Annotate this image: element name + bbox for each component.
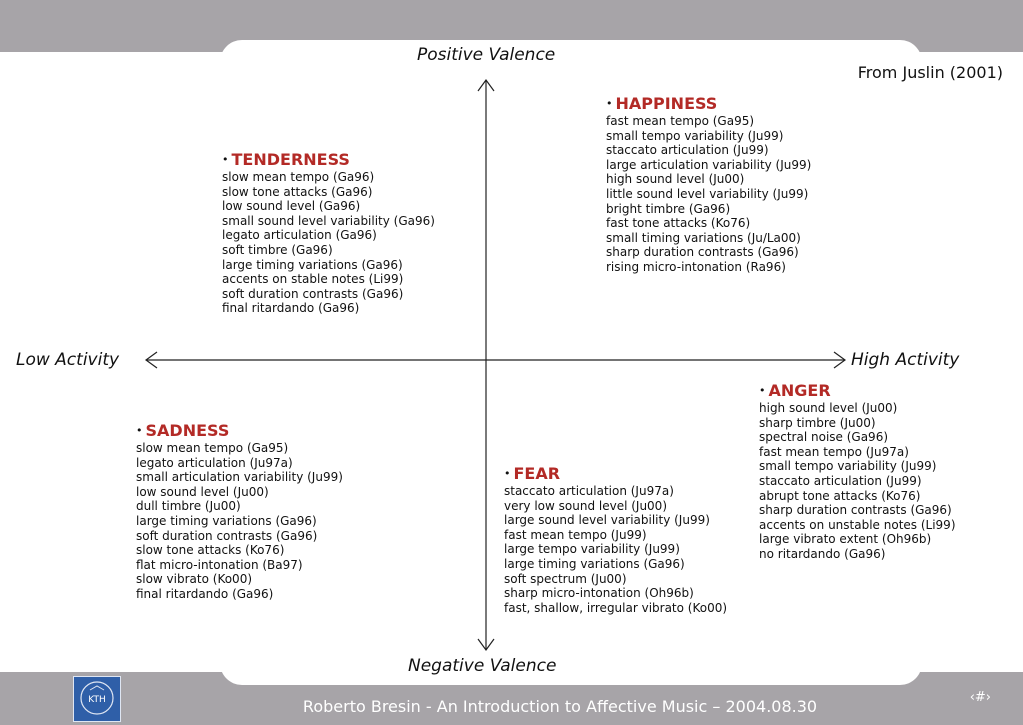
emotion-heading	[222, 150, 435, 170]
cue-item: fast, shallow, irregular vibrato (Ko00)	[504, 600, 728, 615]
cue-item: legato articulation (Ga96)	[222, 228, 377, 243]
emotion-name: HAPPINESS	[615, 94, 718, 113]
emotion-happiness	[606, 94, 811, 275]
cue-item: large articulation variability (Ju99)	[606, 157, 812, 172]
emotion-sadness	[136, 421, 343, 602]
bullet-icon: •	[222, 153, 229, 166]
axis-label-negative-valence: Negative Valence	[408, 656, 557, 676]
cue-item: large timing variations (Ga96)	[222, 257, 403, 272]
bullet-icon: •	[504, 467, 511, 480]
bullet-icon: •	[136, 424, 143, 437]
cue-item: staccato articulation (Ju99)	[759, 473, 922, 488]
bullet-icon: •	[759, 384, 766, 397]
emotion-heading	[504, 464, 727, 484]
cue-item: large sound level variability (Ju99)	[504, 513, 710, 528]
cue-item: sharp micro-intonation (Oh96b)	[504, 586, 694, 601]
emotion-name: SADNESS	[145, 421, 230, 440]
cue-item: dull timbre (Ju00)	[136, 499, 241, 514]
cue-item: soft timbre (Ga96)	[222, 242, 333, 257]
cue-item: fast mean tempo (Ju97a)	[759, 444, 909, 459]
emotion-name: TENDERNESS	[231, 150, 350, 169]
emotion-name: ANGER	[768, 381, 831, 400]
cue-item: legato articulation (Ju97a)	[136, 455, 293, 470]
cue-item: fast tone attacks (Ko76)	[606, 216, 751, 231]
page-number: ‹#›	[969, 690, 991, 705]
cue-item: small tempo variability (Ju99)	[759, 459, 937, 474]
cue-item: staccato articulation (Ju99)	[606, 143, 769, 158]
cue-item: high sound level (Ju00)	[759, 401, 898, 415]
cue-item: soft duration contrasts (Ga96)	[222, 286, 404, 301]
cue-item: sharp timbre (Ju00)	[759, 415, 876, 430]
cue-item: abrupt tone attacks (Ko76)	[759, 488, 921, 503]
footer-title: Roberto Bresin - An Introduction to Affective Music – 2004.08.30	[302, 697, 818, 716]
cue-item: small sound level variability (Ga96)	[222, 213, 435, 228]
cue-item: sharp duration contrasts (Ga96)	[759, 503, 952, 518]
cue-item: large tempo variability (Ju99)	[504, 542, 680, 557]
cue-item: low sound level (Ju00)	[136, 484, 269, 499]
cue-item: slow vibrato (Ko00)	[136, 572, 253, 587]
cue-item: low sound level (Ga96)	[222, 199, 361, 214]
cue-item: fast mean tempo (Ga95)	[606, 114, 755, 128]
cue-item: slow mean tempo (Ga95)	[136, 441, 289, 455]
cue-item: large timing variations (Ga96)	[504, 556, 685, 571]
emotion-heading	[136, 421, 343, 441]
cue-item: small tempo variability (Ju99)	[606, 128, 784, 143]
source-citation: From Juslin (2001)	[857, 63, 1003, 82]
cue-item: final ritardando (Ga96)	[222, 301, 360, 316]
cue-item: little sound level variability (Ju99)	[606, 186, 809, 201]
cue-list	[136, 441, 343, 602]
cue-item: large vibrato extent (Oh96b)	[759, 532, 932, 547]
cue-item: soft spectrum (Ju00)	[504, 571, 627, 586]
cue-list	[759, 401, 956, 562]
cue-list	[222, 170, 435, 316]
cue-item: small articulation variability (Ju99)	[136, 470, 343, 485]
emotion-heading	[606, 94, 811, 114]
cue-item: final ritardando (Ga96)	[136, 586, 274, 601]
emotion-name: FEAR	[513, 464, 561, 483]
cue-item: high sound level (Ju00)	[606, 172, 745, 187]
bullet-icon: •	[606, 97, 613, 110]
cue-item: soft duration contrasts (Ga96)	[136, 528, 318, 543]
cue-item: slow tone attacks (Ko76)	[136, 543, 285, 558]
cue-item: rising micro-intonation (Ra96)	[606, 259, 786, 274]
logo-text: KTH	[88, 695, 106, 705]
emotion-fear	[504, 464, 727, 615]
cue-item: accents on stable notes (Li99)	[222, 272, 404, 287]
cue-list	[606, 114, 811, 275]
cue-item: small timing variations (Ju/La00)	[606, 230, 801, 245]
cue-item: staccato articulation (Ju97a)	[504, 484, 674, 498]
axis-label-high-activity: High Activity	[851, 350, 960, 370]
emotion-tenderness	[222, 150, 435, 316]
cue-item: slow mean tempo (Ga96)	[222, 170, 375, 184]
cue-item: fast mean tempo (Ju99)	[504, 527, 647, 542]
emotion-heading	[759, 381, 956, 401]
cue-item: accents on unstable notes (Li99)	[759, 517, 956, 532]
cue-list	[504, 484, 727, 615]
cue-item: spectral noise (Ga96)	[759, 430, 889, 445]
cue-item: sharp duration contrasts (Ga96)	[606, 245, 799, 260]
cue-item: no ritardando (Ga96)	[759, 546, 886, 561]
cue-item: bright timbre (Ga96)	[606, 201, 731, 216]
axis-label-low-activity: Low Activity	[16, 350, 120, 370]
emotion-anger	[759, 381, 956, 562]
cue-item: very low sound level (Ju00)	[504, 498, 668, 513]
cue-item: flat micro-intonation (Ba97)	[136, 557, 303, 572]
cue-item: slow tone attacks (Ga96)	[222, 184, 373, 199]
cue-item: large timing variations (Ga96)	[136, 513, 317, 528]
axis-label-positive-valence: Positive Valence	[417, 45, 556, 65]
